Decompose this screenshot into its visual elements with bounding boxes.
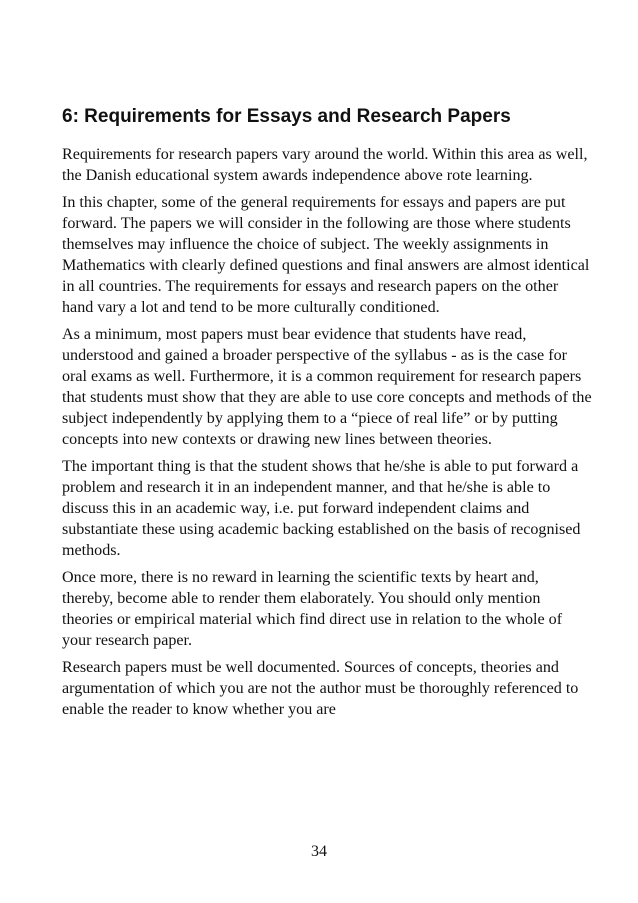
body-text <box>62 144 592 726</box>
paragraph-2: In this chapter, some of the general requirements for essays and papers are put forward. The papers we will consider in the following are those where students themselves may influence the choice of subject. The weekly assignments in Mathematics with clearly defined questions and final answers are almost identical in all countries. The requirements for essays and research papers on the other hand vary a lot and tend to be more culturally conditioned. <box>62 194 590 316</box>
paragraph-1: Requirements for research papers vary around the world. Within this area as well, the Danish educational system awards independence above rote learning. <box>62 146 588 184</box>
page-number: 34 <box>311 843 327 860</box>
chapter-heading: 6: Requirements for Essays and Research Papers <box>62 106 511 127</box>
paragraph-4: The important thing is that the student shows that he/she is able to put forward a problem and research it in an independent manner, and that he/she is able to discuss this in an academic way, i.e. put forward independent claims and substantiate these using academic backing established on the basis of recognised methods. <box>62 458 581 559</box>
paragraph-6: Research papers must be well documented. Sources of concepts, theories and argumentation of which you are not the author must be thoroughly referenced to enable the reader to know whether you are <box>62 659 579 718</box>
paragraph-3: As a minimum, most papers must bear evidence that students have read, understood and gained a broader perspective of the syllabus - as is the case for oral exams as well. Furthermore, it is a common requirement for research papers that students must show that they are able to use core concepts and methods of the subject independently by applying them to a “piece of real life” or by putting concepts into new contexts or drawing new lines between theories. <box>62 326 592 448</box>
paragraph-5: Once more, there is no reward in learning the scientific texts by heart and, thereby, become able to render them elaborately. You should only mention theories or empirical material which find direct use in relation to the whole of your research paper. <box>62 569 563 649</box>
